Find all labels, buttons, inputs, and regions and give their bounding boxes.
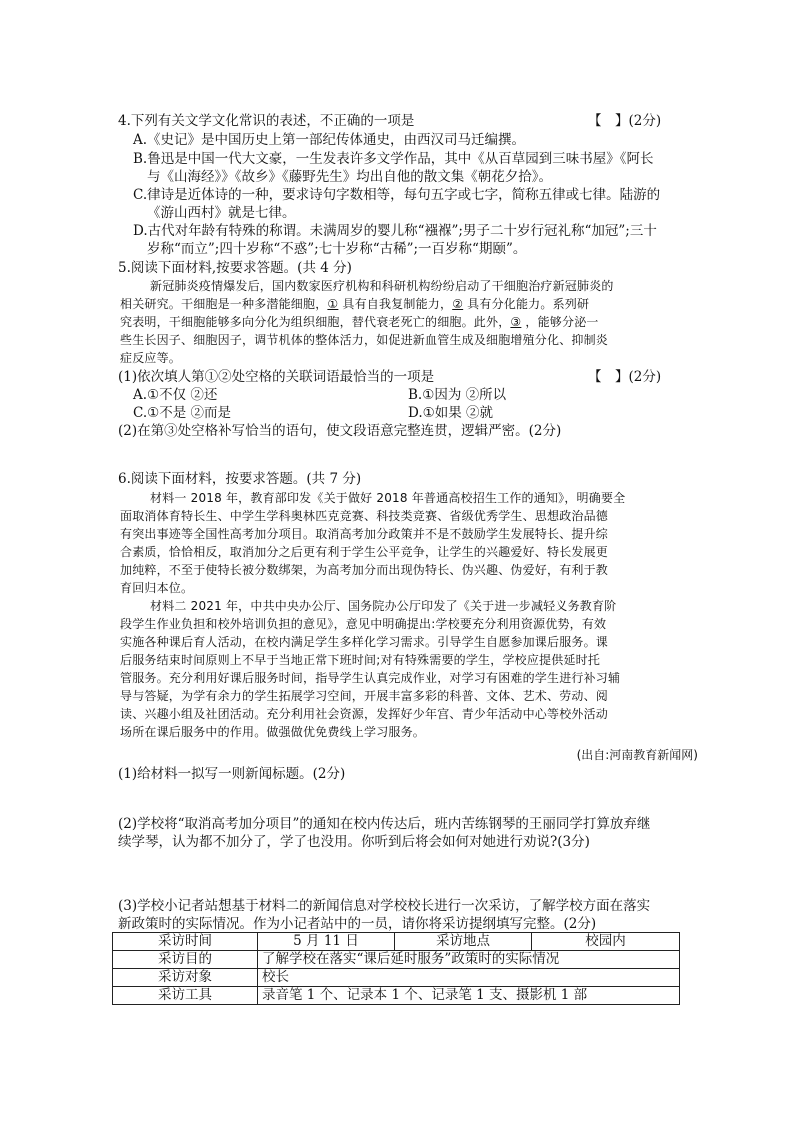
q6-sub3: (3)学校小记者站想基于材料二的新闻信息对学校校长进行一次采访，了解学校方面在落实 [118, 898, 651, 914]
q5-option-a: A.①不仅 ②还 [133, 387, 218, 403]
blank-1: ① [327, 297, 339, 311]
material-1-line: 合素质，恰恰相反，取消加分之后更有利于学生公平竞争，让学生的兴趣爱好、特长发展更 [120, 545, 609, 559]
q4-option-c: C.律诗是近体诗的一种，要求诗句字数相等，每句五字或七字，简称五律或七律。陆游的 [133, 187, 661, 203]
q5-option-c: C.①不是 ②而是 [133, 405, 232, 421]
material-1-line: 材料一 2018 年，教育部印发《关于做好 2018 年普通高校招生工作的通知》，明确要全 [150, 491, 626, 505]
q4-option-d-cont: 岁称“而立”;四十岁称“不惑”;七十岁称“古稀”;一百岁称“期颐”。 [147, 241, 527, 257]
table-cell: 采访时间 [113, 933, 258, 951]
q6-sub2-cont: 续学琴，认为都不加分了，学了也没用。你听到后将会如何对她进行劝说?(3分) [118, 834, 590, 850]
table-row [113, 933, 680, 951]
q4-answer-bracket: 【 】(2分) [588, 113, 662, 129]
material-1-line: 面取消体育特长生、中学生学科奥林匹克竞赛、科技类竞赛、省级优秀学生、思想政治品德 [120, 509, 609, 523]
table-cell: 采访地点 [395, 933, 532, 951]
q5-passage-line: 相关研究。干细胞是一种多潜能细胞，① 具有自我复制能力，② 具有分化能力。系列研 [120, 297, 590, 311]
q5-passage-line: 新冠肺炎疫情爆发后，国内数家医疗机构和科研机构纷纷启动了干细胞治疗新冠肺炎的 [150, 279, 614, 293]
table-cell: 了解学校在落实“课后延时服务”政策时的实际情况 [258, 951, 680, 969]
material-2-line: 段学生作业负担和校外培训负担的意见》，意见中明确提出:学校要充分利用资源优势，有效 [120, 617, 607, 631]
q5-passage-line: 症反应等。 [120, 351, 182, 365]
q6-sub1: (1)给材料一拟写一则新闻标题。(2分) [118, 766, 346, 782]
material-2-line: 场所在课后服务中的作用。做强做优免费线上学习服务。 [120, 725, 426, 739]
q5-sub2: (2)在第③处空格补写恰当的语句，使文段语意完整连贯，逻辑严密。(2分) [118, 423, 562, 439]
q5-stem: 5.阅读下面材料,按要求答题。(共 4 分) [118, 260, 352, 276]
table-row [113, 987, 680, 1005]
table-cell: 录音笔 1 个、记录本 1 个、记录笔 1 支、摄影机 1 部 [258, 987, 680, 1005]
source-citation: (出自:河南教育新闻网) [576, 748, 698, 762]
material-1-line: 育回归本位。 [120, 581, 194, 595]
table-row [113, 951, 680, 969]
table-cell: 采访工具 [113, 987, 258, 1005]
table-cell: 采访目的 [113, 951, 258, 969]
material-2-line: 管服务。充分利用好课后服务时间，指导学生认真完成作业，对学习有困难的学生进行补习辅 [120, 671, 621, 685]
q4-option-b: B.鲁迅是中国一代大文豪，一生发表许多文学作品，其中《从百草园到三味书屋》《阿长 [133, 151, 654, 167]
q5-sub1-bracket: 【 】(2分) [588, 369, 662, 385]
table-cell: 采访对象 [113, 969, 258, 987]
material-2-line: 读、兴趣小组及社团活动。充分利用社会资源，发挥好少年宫、青少年活动中心等校外活动 [120, 707, 609, 721]
blank-2: ② [452, 297, 464, 311]
material-1-line: 加纯粹，不至于使特长被分数绑架，为高考加分而出现伪特长、伪兴趣、伪爱好，有利于教 [120, 563, 609, 577]
material-2-line: 后服务结束时间原则上不早于当地正常下班时间;对有特殊需要的学生，学校应提供延时托 [120, 653, 601, 667]
q5-passage-line: 些生长因子、细胞因子，调节机体的整体活力，如促进新血管生成及细胞增殖分化、抑制炎 [120, 333, 609, 347]
table-cell: 校长 [258, 969, 680, 987]
q4-option-d: D.古代对年龄有特殊的称谓。未满周岁的婴儿称“襁褓”;男子二十岁行冠礼称“加冠”;三十 [133, 223, 657, 239]
material-2-line: 实施各种课后育人活动，在校内满足学生多样化学习需求。引导学生自愿参加课后服务。课 [120, 635, 609, 649]
q4-option-b-cont: 与《山海经》》《故乡》《藤野先生》均出自他的散文集《朝花夕拾》。 [147, 169, 552, 185]
material-1-line: 有突出事迹等全国性高考加分项目。取消高考加分政策并不是不鼓励学生发展特长、提升综 [120, 527, 609, 541]
table-cell: 5 月 11 日 [258, 933, 395, 951]
interview-outline-table [112, 932, 680, 1005]
q5-sub1: (1)依次填人第①②处空格的关联词语最恰当的一项是 [118, 369, 435, 385]
blank-3: ③ [510, 315, 522, 329]
q5-option-d: D.①如果 ②就 [408, 405, 494, 421]
q6-sub3-cont: 新政策时的实际情况。作为小记者站中的一员，请你将采访提纲填写完整。(2分) [118, 916, 597, 932]
q6-stem: 6.阅读下面材料，按要求答题。(共 7 分) [118, 471, 362, 487]
q6-sub2: (2)学校将“取消高考加分项目”的通知在校内传达后，班内苦练钢琴的王丽同学打算放弃继 [118, 816, 651, 832]
table-cell: 校园内 [532, 933, 680, 951]
q4-stem: 4.下列有关文学文化常识的表述，不正确的一项是 [118, 113, 415, 129]
material-2-line: 材料二 2021 年，中共中央办公厅、国务院办公厅印发了《关于进一步减轻义务教育阶 [150, 599, 617, 613]
material-2-line: 导与答疑，为学有余力的学生拓展学习空间，开展丰富多彩的科普、文体、艺术、劳动、阅 [120, 689, 609, 703]
q4-option-c-cont: 《游山西村》就是七律。 [147, 205, 296, 221]
q4-option-a: A.《史记》是中国历史上第一部纪传体通史，由西汉司马迁编撰。 [133, 132, 526, 148]
q5-passage-line: 究表明，干细胞能够多向分化为组织细胞，替代衰老死亡的细胞。此外，③ ，能够分泌一 [120, 315, 599, 329]
table-row [113, 969, 680, 987]
q5-option-b: B.①因为 ②所以 [408, 387, 507, 403]
